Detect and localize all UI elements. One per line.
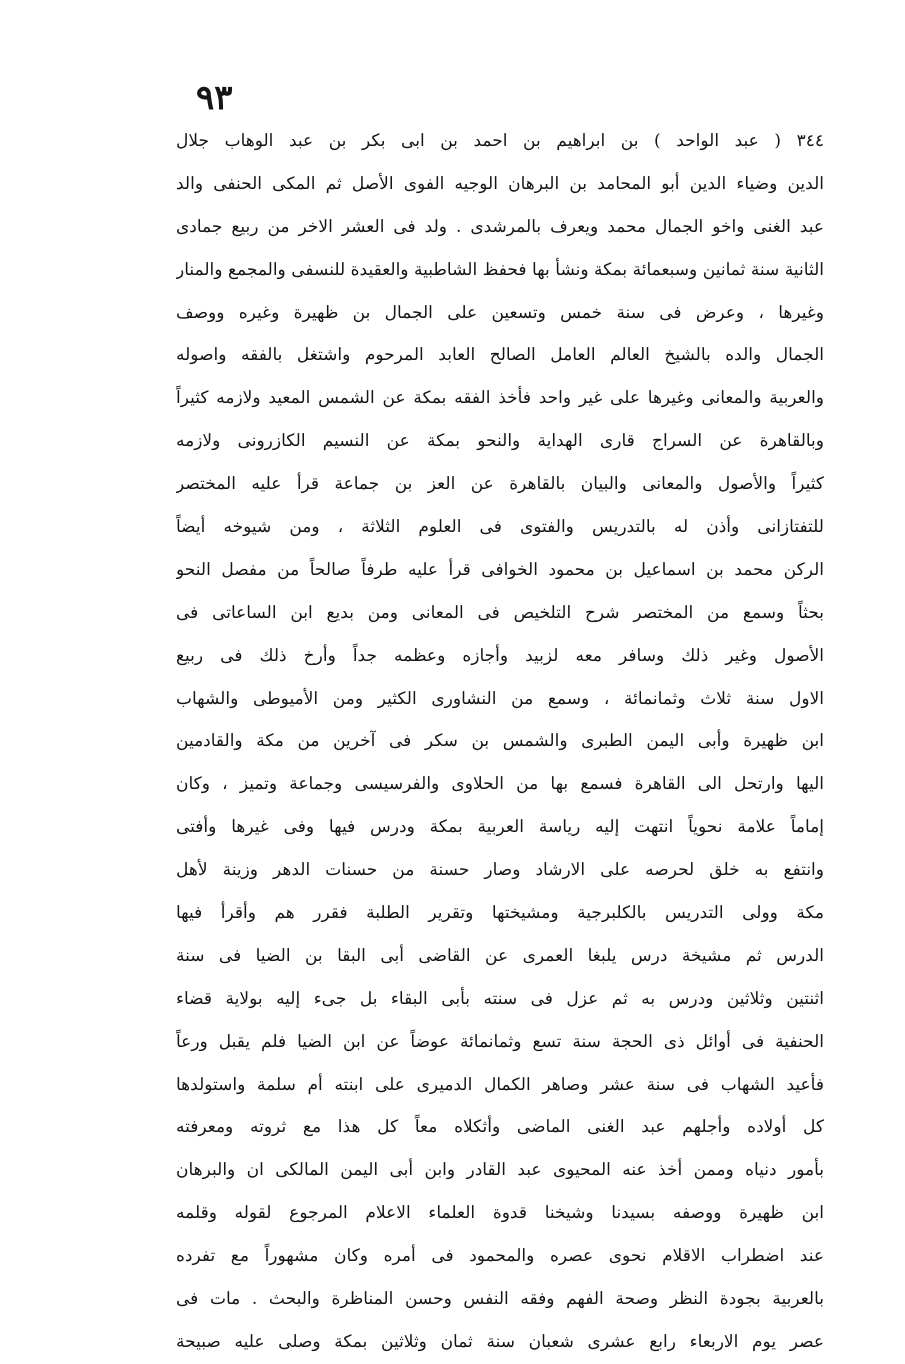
text-line: الثانية سنة ثمانين وسبعمائة بمكة ونشأ بها فحفظ الشاطبية والعقيدة للنسفى والمجمع والمنار: [176, 259, 824, 280]
text-line: الجمال والده بالشيخ العالم العامل الصالح العابد المرحوم واشتغل بالفقه واصوله: [176, 345, 824, 366]
text-line: كثيراً والأصول والمعانى والبيان بالقاهرة عن العز بن جماعة قرأ عليه المختصر: [176, 474, 824, 495]
text-line: الأصول وغير ذلك وسافر معه لزبيد وأجازه وعظمه جداً وأرخ ذلك فى ربيع: [176, 645, 824, 666]
text-line: كل أولاده وأجلهم عبد الغنى الماضى وأثكلاه معاً كل هذا مع ثروته ومعرفته: [176, 1117, 824, 1138]
text-line: إماماً علامة نحوياً انتهت إليه رياسة العربية بمكة ودرس فيها وفى غيرها وأفتى: [176, 817, 824, 838]
text-line: اليها وارتحل الى القاهرة فسمع بها من الحلاوى والفرسيسى وجماعة وتميز ، وكان: [176, 774, 824, 795]
text-line: اثنتين وثلاثين ودرس به ثم عزل فى سنته بأبى البقاء بل جىء إليه بولاية قضاء: [176, 988, 824, 1009]
text-line: عصر يوم الاربعاء رابع عشرى شعبان سنة ثمان وثلاثين بمكة وصلى عليه صبيحة: [176, 1331, 824, 1352]
text-line: بأمور دنياه وممن أخذ عنه المحيوى عبد القادر وابن أبى اليمن المالكى ان والبرهان: [176, 1160, 824, 1181]
text-line: فأعيد الشهاب فى سنة عشر وصاهر الكمال الدميرى على ابنته أم سلمة واستولدها: [176, 1074, 824, 1095]
page-number: ٩٣: [196, 78, 233, 118]
biography-entry-text: [176, 120, 824, 1364]
text-line: والعربية والمعانى وغيرها على غير واحد فأخذ الفقه بمكة عن الشمس المعيد ولازمه كثيراً: [176, 388, 824, 409]
text-line: وانتفع به خلق لحرصه على الارشاد وصار حسنة من حسنات الدهر وزينة لأهل: [176, 860, 824, 881]
text-line: الدين وضياء الدين أبو المحامد بن البرهان الوجيه الفوى الأصل ثم المكى الحنفى والد: [176, 173, 824, 194]
text-line: ابن ظهيرة ووصفه بسيدنا وشيخنا قدوة العلماء الاعلام المرجوع لقوله وقلمه: [176, 1203, 824, 1224]
text-line: للتفتازانى وأذن له بالتدريس والفتوى فى العلوم الثلاثة ، ومن شيوخه أيضاً: [176, 517, 824, 538]
text-line: عند اضطراب الاقلام نحوى عصره والمحمود فى أمره وكان مشهوراً مع تفرده: [176, 1246, 824, 1267]
text-line: وغيرها ، وعرض فى سنة خمس وتسعين على الجمال بن ظهيرة وغيره ووصف: [176, 302, 824, 323]
text-line: بالعربية بجودة النظر وصحة الفهم وفقه النفس وحسن المناظرة والبحث . مات فى: [176, 1289, 824, 1310]
text-line: الدرس ثم مشيخة درس يلبغا العمرى عن القاضى أبى البقا بن الضيا فى سنة: [176, 945, 824, 966]
text-line: بحثاً وسمع من المختصر شرح التلخيص فى المعانى ومن بديع ابن الساعاتى فى: [176, 602, 824, 623]
text-line: مكة وولى التدريس بالكلبرجية ومشيختها وتقرير الطلبة فقرر هم وأقرأ فيها: [176, 903, 824, 924]
text-line: الحنفية فى أوائل ذى الحجة سنة تسع وثمانمائة عوضاً عن ابن الضيا فلم يقبل ورعاً: [176, 1031, 824, 1052]
text-line: ٣٤٤ ( عبد الواحد ) بن ابراهيم بن احمد بن ابى بكر بن عبد الوهاب جلال: [176, 131, 824, 151]
text-line: الاول سنة ثلاث وثمانمائة ، وسمع من النشاورى الكثير ومن الأميوطى والشهاب: [176, 688, 824, 709]
text-line: وبالقاهرة عن السراج قارى الهداية والنحو بمكة عن النسيم الكازرونى ولازمه: [176, 431, 824, 452]
text-line: الركن محمد بن اسماعيل بن محمود الخوافى قرأ عليه طرفاً صالحاً من مفصل النحو: [176, 559, 824, 580]
text-line: ابن ظهيرة وأبى اليمن الطبرى والشمس بن سكر فى آخرين من مكة والقادمين: [176, 731, 824, 752]
text-line: عبد الغنى واخو الجمال محمد ويعرف بالمرشدى . ولد فى العشر الاخر من ربيع جمادى: [176, 216, 824, 237]
